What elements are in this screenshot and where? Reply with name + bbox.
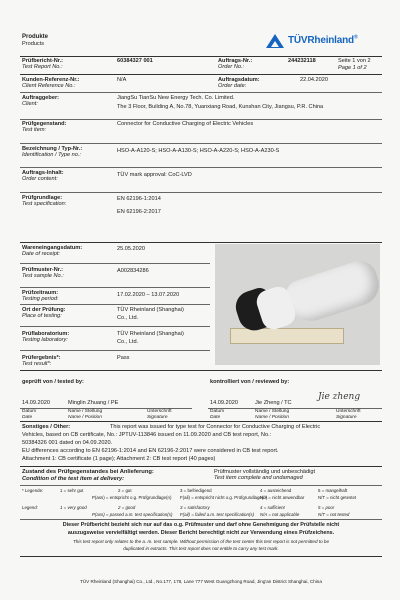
lab-1: TÜV Rheinland (Shanghai) [117, 331, 184, 337]
order-content: TÜV mark approval: CoC-LVD [117, 172, 192, 178]
test-item-photo [215, 244, 380, 365]
result-label: Prüfergebnis*: Test result*: [22, 355, 61, 368]
brand-name: TÜVRheinland® [288, 34, 358, 46]
content-label: Auftrags-Inhalt: Order content: [22, 170, 64, 183]
footer-address: TÜV Rheinland (Shanghai) Co., Ltd., No.177, 178, Lane 777 West Guangzhong Road, Jing'an District Shanghai, China [80, 579, 322, 584]
col-date: Datum [22, 409, 37, 414]
client-ref-label: Kunden-Referenz-Nr.: Client Reference No.: [22, 77, 80, 90]
reviewed-date: 14.09.2020 [210, 400, 238, 406]
lab-label: Prüflaboratorium: Testing laboratory: [22, 331, 70, 344]
condition-label: Zustand des Prüfgegenstandes bei Anlieferung: [22, 469, 154, 475]
legend-label: * Legende: [22, 488, 44, 493]
tested-by-label: geprüft von / tested by: [22, 379, 84, 385]
other-line2: Vehicles, based on CB certificate, No.: JPTUV-113846 issued on 11.09.2020 and CB test report, No.: [22, 432, 272, 438]
reviewer-signature: Jie zheng [318, 392, 361, 402]
receipt-date: 25.05.2020 [117, 246, 145, 252]
tested-date: 14.09.2020 [22, 400, 50, 406]
spec-1: EN 62196-1:2014 [117, 196, 161, 202]
page-number-en: Page 1 of 2 [338, 65, 367, 71]
model-number: HSO-A-A120-S; HSO-A-A130-S; HSO-A-A220-S; HSO-A-A230-S [117, 148, 280, 154]
item-label: Prüfgegenstand: Test item: [22, 121, 67, 134]
test-item: Connector for Conductive Charging of Electric Vehicles [117, 121, 254, 127]
notice-de-1: Dieser Prüfbericht bezieht sich nur auf das o.g. Prüfmuster und darf ohne Genehmigung der Prüfstelle nicht [62, 522, 340, 528]
page-number-de: Seite 1 von 2 [338, 58, 371, 64]
other-label: Sonstiges / Other: [22, 424, 71, 430]
notice-en-2: duplicated in extracts. This test report does not entitle to carry any test mark. [123, 546, 279, 551]
order-date: 22.04.2020 [300, 77, 328, 83]
client-address: The 3 Floor, Building A, No.78, Yuanxiang Road, Kunshan City, Jiangsu, P.R. China [117, 104, 324, 110]
other-line5: Attachment 1: CB certificate (1 page); Attachment 2: CB test report (40 pages) [22, 456, 216, 462]
col-name: Name / Stellung [68, 409, 103, 414]
ruler [230, 328, 344, 344]
notice-en-1: This test report only relates to the a. m. test sample. Without permission of the test center this test report is not permitted to be [72, 539, 330, 544]
col-sign: Unterschrift [147, 409, 172, 414]
spec-label: Prüfgrundlage: Test specification: [22, 195, 67, 208]
client-ref: N/A [117, 77, 127, 83]
condition-value: Prüfmuster vollständig und unbeschädigt [214, 469, 316, 475]
order-no-label: Auftrags-Nr.: Order No.: [218, 58, 253, 71]
sample-no: A002834286 [117, 268, 149, 274]
order-date-label: Auftragsdatum: Order date: [218, 77, 260, 90]
client-name: JiangSu TianSu New Energy Tech. Co. Limited. [117, 95, 235, 101]
client-label: Auftraggeber: Client: [22, 95, 59, 108]
other-line3: 50384326 001 dated on 04.09.2020. [22, 440, 113, 446]
reviewed-by-label: kontrolliert von / reviewed by: [210, 379, 290, 385]
tested-name: Minglin Zhuang / PE [68, 400, 119, 406]
other-line1: This report was issued for type test for Connector for Conductive Charging of Electric [110, 424, 321, 430]
reviewed-name: Jie Zheng / TC [255, 400, 292, 406]
report-no: 60384327 001 [117, 58, 153, 64]
place-label: Ort der Prüfung: Place of testing: [22, 307, 66, 320]
legend-label-en: Legend: [22, 505, 38, 510]
order-no: 244232118 [288, 58, 316, 64]
test-result: Pass [117, 355, 130, 361]
model-label: Bezeichnung / Typ-Nr.: Identification / Type no.: [22, 146, 83, 159]
place-2: Co., Ltd. [117, 315, 139, 321]
lab-2: Co., Ltd. [117, 339, 139, 345]
receipt-label: Wareneingangsdatum: Date of receipt: [22, 245, 83, 258]
spec-2: EN 62196-2:2017 [117, 209, 161, 215]
place-1: TÜV Rheinland (Shanghai) [117, 307, 184, 313]
sample-label: Prüfmuster-Nr.: Test sample No.: [22, 267, 64, 280]
period-label: Prüfzeitraum: Testing period: [22, 290, 59, 303]
header-title-en: Products [22, 41, 45, 47]
header-title: Produkte [22, 34, 49, 40]
testing-period: 17.02.2020 – 13.07.2020 [117, 292, 180, 298]
other-line4: EU differences according to EN 62196-1:2014 and EN 62196-2:2017 were considered in CB test report. [22, 448, 279, 454]
report-no-label: Prüfbericht-Nr.: Test Report No.: [22, 58, 64, 71]
notice-de-2: auszugsweise vervielfältigt werden. Dieser Bericht berechtigt nicht zur Verwendung eines Prüfzeichens. [67, 530, 335, 536]
